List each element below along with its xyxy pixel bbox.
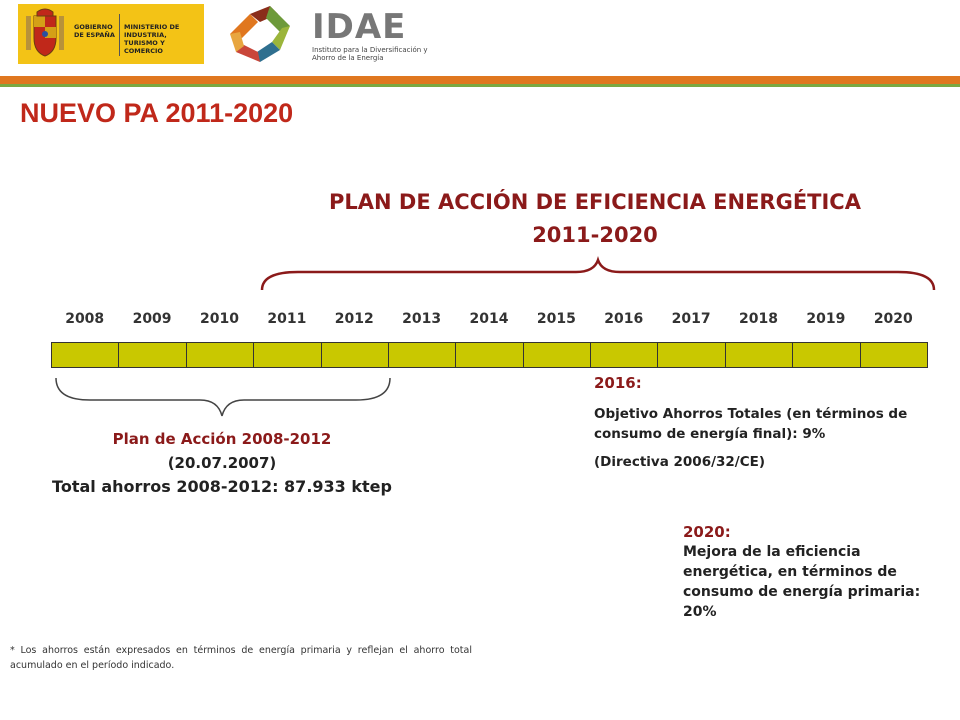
timeline-year-label: 2009 [132,311,172,327]
timeline-year-label: 2017 [671,311,711,327]
plan-title [220,186,960,252]
target-2016-block [594,374,924,470]
target-2020-heading: 2020: [683,523,731,541]
timeline-year-label: 2015 [536,311,576,327]
brace-2008-2012 [50,372,398,420]
timeline-segment [792,342,860,368]
timeline-segment [725,342,793,368]
timeline-year-label: 2016 [604,311,644,327]
timeline-segment [388,342,456,368]
timeline-year-label: 2019 [806,311,846,327]
plan-accion-total: Total ahorros 2008-2012: 87.933 ktep [52,477,392,496]
header-rule-green [0,84,960,87]
timeline-year-label: 2020 [873,311,913,327]
timeline-segment [321,342,389,368]
timeline-year-label: 2018 [739,311,779,327]
page-title: NUEVO PA 2011-2020 [20,98,294,128]
target-2020-text: Mejora de la eficiencia energética, en términos de consumo de energía primaria: 20% [683,544,921,620]
footnote: * Los ahorros están expresados en términos de energía primaria y reflejan el ahorro total acumulado en el período indicado. [10,645,472,671]
gov-logo-right-text: MINISTERIO DE INDUSTRIA, TURISMO Y COMERCIO [124,23,180,55]
timeline-year-label: 2014 [469,311,509,327]
timeline-segment [253,342,321,368]
brace-2011-2020 [258,256,936,298]
gov-logo-left-text: GOBIERNO DE ESPAÑA [74,23,115,39]
timeline-year-label: 2008 [65,311,105,327]
timeline-year-label: 2013 [402,311,442,327]
plan-accion-2008-block [14,427,430,499]
timeline-years [51,311,927,333]
timeline-segment [590,342,658,368]
plan-accion-title: Plan de Acción 2008-2012 [112,430,332,448]
idae-logo-subtitle: Instituto para la Diversificación y Ahorro de la Energía [312,46,428,62]
target-2016-heading: 2016: [594,374,642,392]
target-2016-text: Objetivo Ahorros Totales (en términos de consumo de energía final): 9% [594,406,908,442]
government-logo [18,4,204,64]
gov-logo-divider [119,14,120,56]
coat-of-arms-icon [24,8,66,60]
timeline-segment [118,342,186,368]
timeline-segment [51,342,119,368]
timeline-year-label: 2012 [334,311,374,327]
timeline-year-label: 2010 [199,311,239,327]
timeline-segment [657,342,725,368]
target-2020-block [683,522,953,622]
timeline-segment [186,342,254,368]
timeline-segment [860,342,928,368]
idae-logo-icon [218,4,302,64]
timeline-year-label: 2011 [267,311,307,327]
timeline-segment [455,342,523,368]
plan-title-line2: 2011-2020 [532,223,658,247]
timeline-segment [523,342,591,368]
header-rule-orange [0,76,960,84]
timeline-bar [51,342,927,368]
idae-logo-name: IDAE [312,7,407,47]
plan-title-line1: PLAN DE ACCIÓN DE EFICIENCIA ENERGÉTICA [329,190,861,214]
target-2016-directive: (Directiva 2006/32/CE) [594,454,766,470]
plan-accion-date: (20.07.2007) [167,454,277,472]
